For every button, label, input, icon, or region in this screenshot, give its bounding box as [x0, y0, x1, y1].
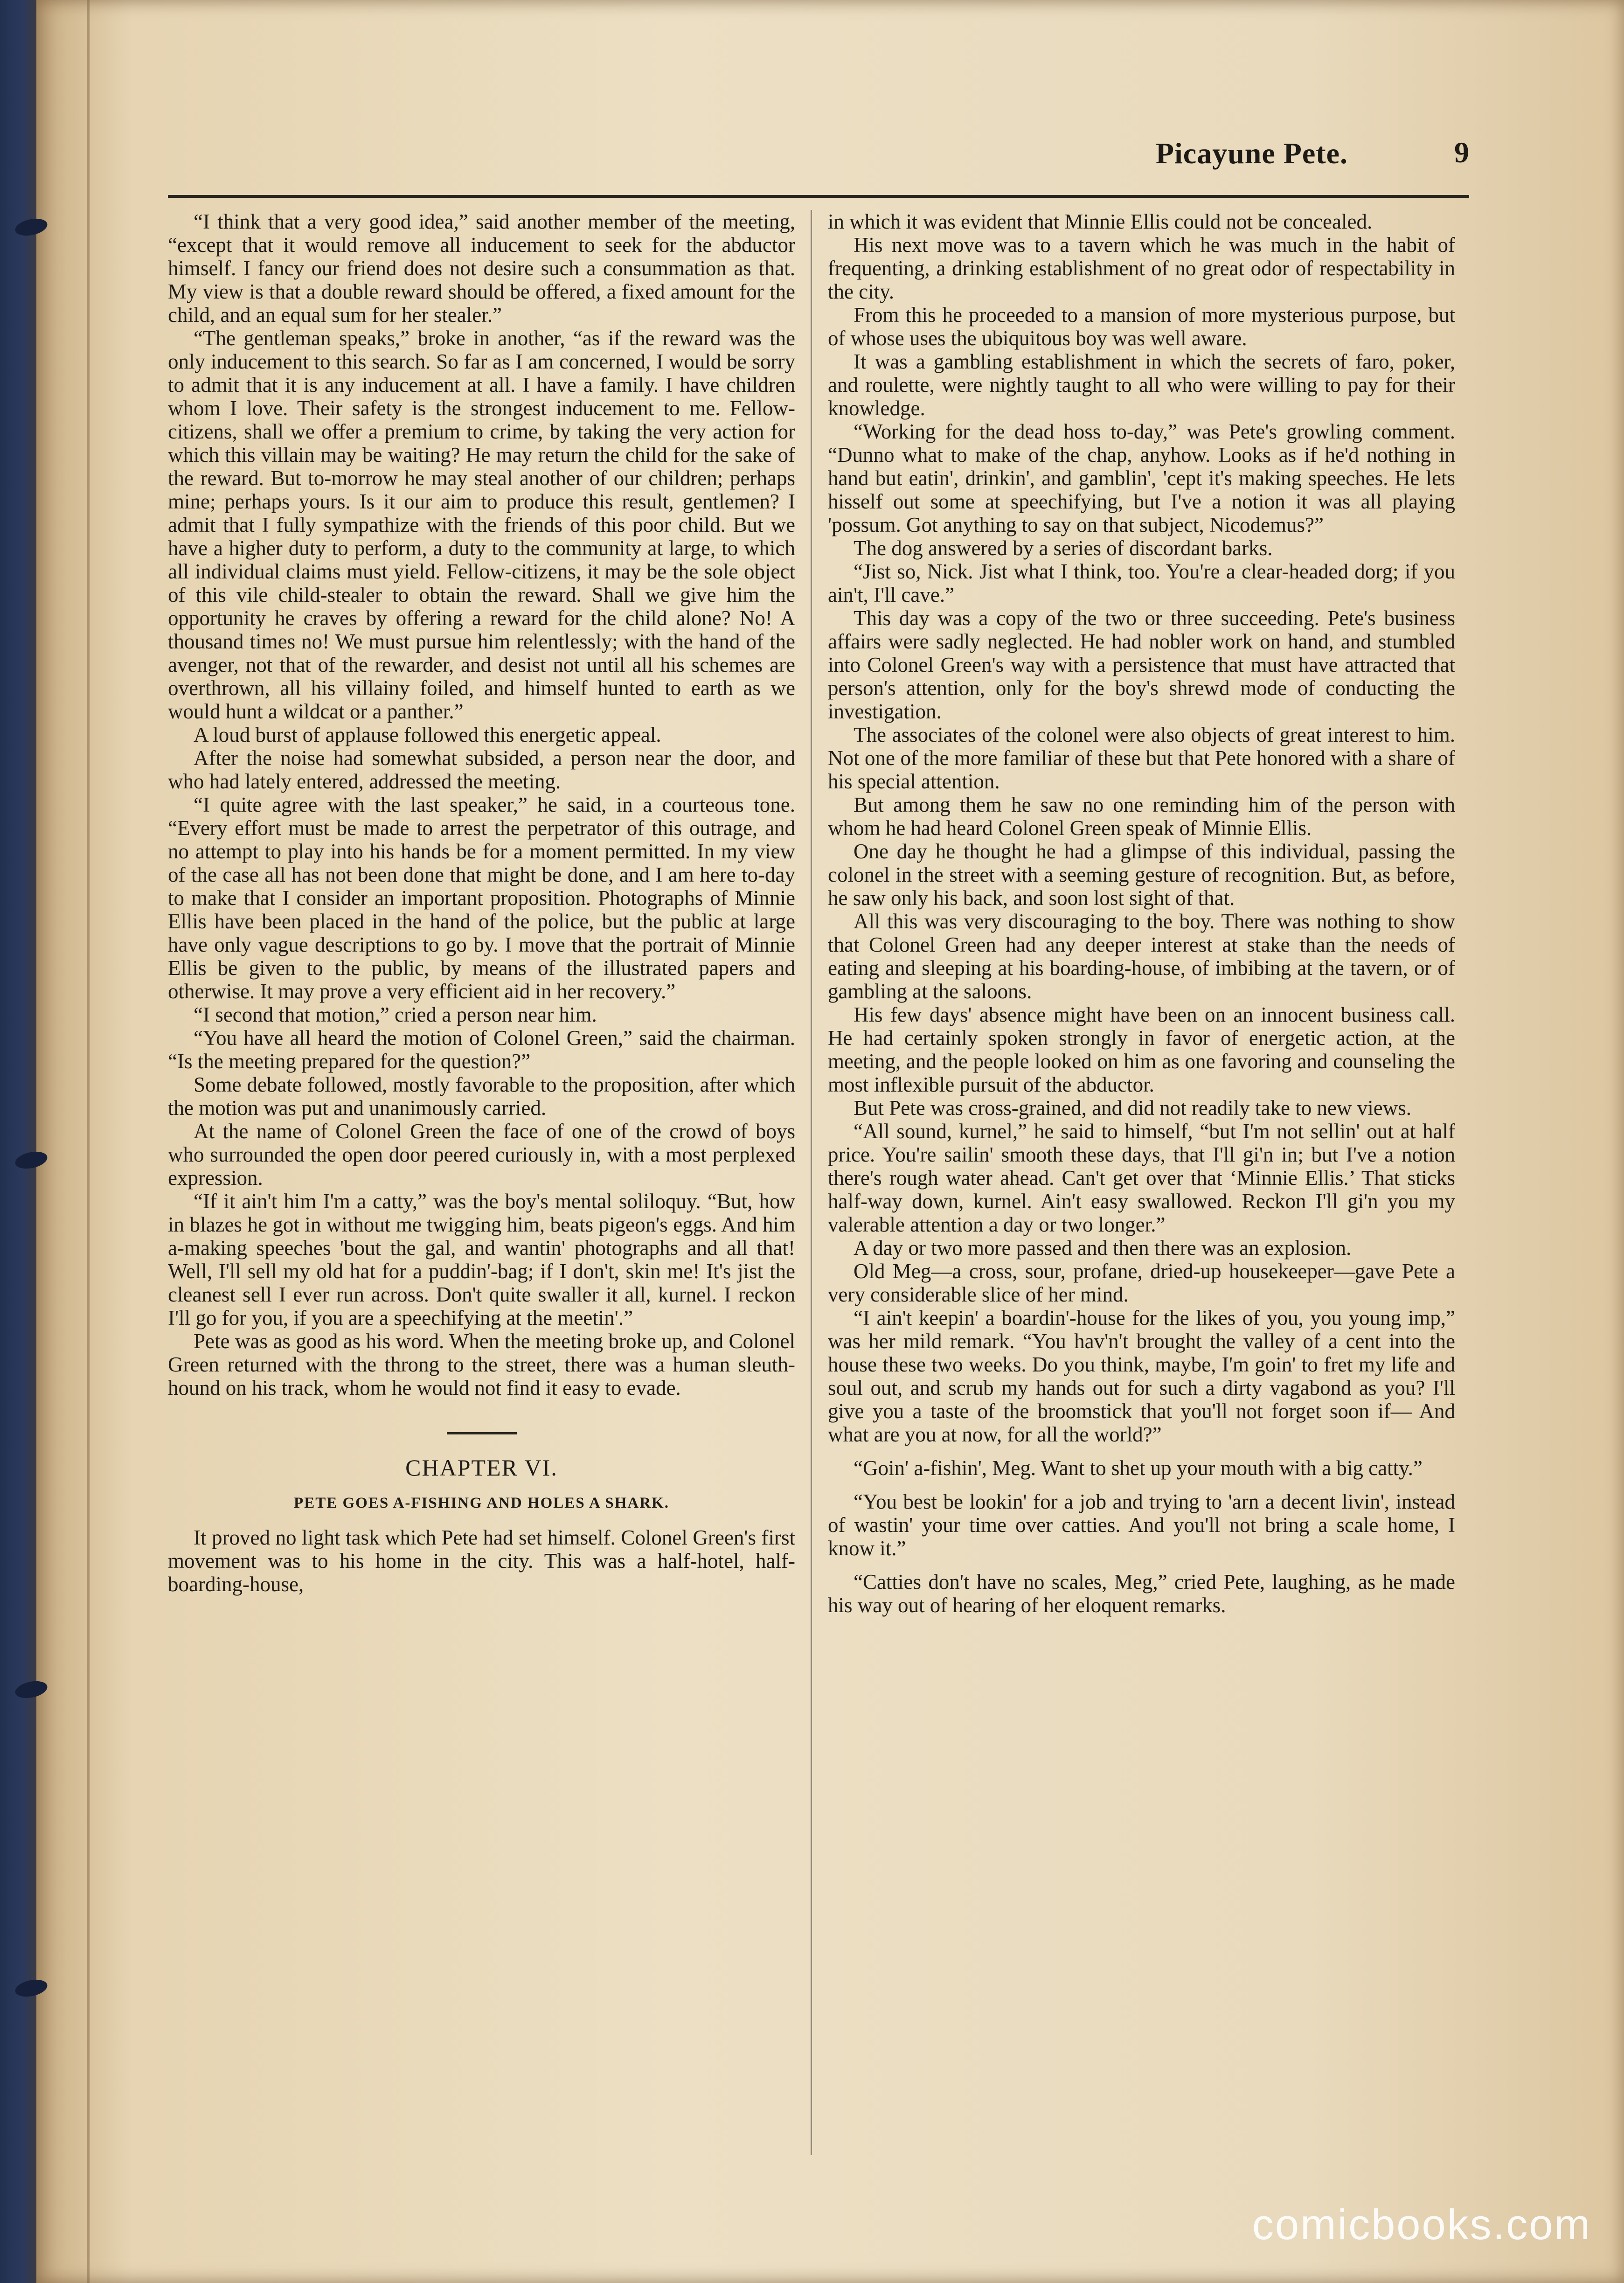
paragraph: After the noise had somewhat subsided, a person near the door, and who had lately entered, addressed the meeting. — [168, 746, 795, 793]
paragraph: Some debate followed, mostly favorable to the proposition, after which the motion was put and unanimously carried. — [168, 1073, 795, 1120]
paragraph: “I think that a very good idea,” said another member of the meeting, “except that it would remove all inducement to seek for the abductor himself. I fancy our friend does not desire such a consummation as that. My view is that a double reward should be offered, a fixed amount for the child, and an equal sum for her stealer.” — [168, 210, 795, 327]
paragraph: A day or two more passed and then there was an explosion. — [854, 1236, 1352, 1260]
paragraph: “Goin' a-fishin', Meg. Want to shet up your mouth with a big catty.” — [854, 1456, 1423, 1480]
paragraph: This day was a copy of the two or three succeeding. Pete's business affairs were sadly neglected. He had nobler work on hand, and stumbled into Colonel Green's way with a persistence that must have attracted that person's attention, only for the boy's shrewd mode of conducting the investigation. — [828, 606, 1455, 723]
paragraph: The dog answered by a series of discordant barks. — [854, 536, 1273, 560]
paragraph: The associates of the colonel were also objects of great interest to him. Not one of the more familiar of these but that Pete honored with a share of his special attention. — [828, 723, 1455, 793]
paragraph: From this he proceeded to a mansion of more mysterious purpose, but of whose uses the ubiquitous boy was well aware. — [828, 303, 1455, 350]
paragraph: At the name of Colonel Green the face of one of the crowd of boys who surrounded the open door peered curiously in, with a most perplexed expression. — [168, 1120, 795, 1190]
binding-spine — [0, 0, 36, 2283]
paragraph: “Catties don't have no scales, Meg,” cried Pete, laughing, as he made his way out of hearing of her eloquent remarks. — [828, 1570, 1455, 1617]
paragraph: “Jist so, Nick. Jist what I think, too. You're a clear-headed dorg; if you ain't, I'll cave.” — [828, 560, 1455, 606]
page-number: 9 — [1454, 136, 1469, 169]
gutter-line — [87, 0, 90, 2283]
watermark: comicbooks.com — [1252, 2201, 1591, 2248]
paragraph: “I second that motion,” cried a person near him. — [194, 1003, 597, 1026]
paragraph: in which it was evident that Minnie Ellis could not be concealed. — [828, 210, 1373, 233]
header-rule — [168, 195, 1469, 198]
paragraph: “You have all heard the motion of Colonel Green,” said the chairman. “Is the meeting prepared for the question?” — [168, 1026, 795, 1073]
paragraph: His few days' absence might have been on an innocent business call. He had certainly spoken strongly in favor of energetic action, at the meeting, and the people looked on him as one favoring and counseling the most inflexible pursuit of the abductor. — [828, 1003, 1455, 1096]
paragraph: A loud burst of applause followed this energetic appeal. — [194, 723, 661, 746]
paragraph: “The gentleman speaks,” broke in another, “as if the reward was the only inducement to this search. So far as I am concerned, I would be sorry to admit that it is any inducement at all. I have a family. I have children whom I love. Their safety is the strongest inducement to me. Fellow-citizens, shall we offer a premium to crime, by taking the very action for which this villain may be waiting? He may return the child for the sake of the reward. But to-morrow he may steal another of our children; perhaps mine; perhaps yours. Is it our aim to produce this result, gentlemen? I admit that I fully sympathize with the friends of this poor child. But we have a higher duty to perform, a duty to the community at large, to which all individual claims must yield. Fellow-citizens, it may be the sole object of this vile child-stealer to obtain the reward. Shall we give him the opportunity he craves by offering a reward for the child alone? No! A thousand times no! We must pursue him relentlessly; with the hand of the avenger, not that of the rewarder, and desist not until all his schemes are overthrown, all his villainy foiled, and himself hunted to earth as we would hunt a wildcat or a panther.” — [168, 327, 795, 723]
chapter-divider — [447, 1432, 517, 1434]
paragraph: His next move was to a tavern which he was much in the habit of frequenting, a drinking establishment of no great odor of respectability in the city. — [828, 233, 1455, 303]
chapter-subtitle: PETE GOES A-FISHING AND HOLES A SHARK. — [294, 1495, 669, 1511]
left-column — [168, 210, 795, 2169]
paragraph: Old Meg—a cross, sour, profane, dried-up housekeeper—gave Pete a very considerable slice of her mind. — [828, 1260, 1455, 1306]
page-header — [168, 131, 1469, 187]
chapter-opening-paragraph: It proved no light task which Pete had set himself. Colonel Green's first movement was to his home in the city. This was a half-hotel, half-boarding-house, — [168, 1526, 795, 1596]
paragraph: “I quite agree with the last speaker,” he said, in a courteous tone. “Every effort must be made to arrest the perpetrator of this outrage, and no attempt to play into his hands be for a moment permitted. In my view of the case all has not been done that might be done, and I am here to-day to make that I consider an important proposition. Photographs of Minnie Ellis have been placed in the hand of the police, but the public at large have only vague descriptions to go by. I move that the portrait of Minnie Ellis be given to the public, by means of the illustrated papers and otherwise. It may prove a very efficient aid in her recovery.” — [168, 793, 795, 1003]
paragraph: But among them he saw no one reminding him of the person with whom he had heard Colonel Green speak of Minnie Ellis. — [828, 793, 1455, 840]
chapter-heading: CHAPTER VI. — [405, 1455, 558, 1481]
paragraph: But Pete was cross-grained, and did not readily take to new views. — [854, 1096, 1411, 1120]
paragraph: All this was very discouraging to the boy. There was nothing to show that Colonel Green had any deeper interest at stake than the needs of eating and sleeping at his boarding-house, of imbibing at the tavern, or of gambling at the saloons. — [828, 910, 1455, 1003]
paragraph: One day he thought he had a glimpse of this individual, passing the colonel in the street with a seeming gesture of recognition. But, as before, he saw only his back, and soon lost sight of that. — [828, 840, 1455, 910]
paragraph: “Working for the dead hoss to-day,” was Pete's growling comment. “Dunno what to make of the chap, anyhow. Looks as if he'd nothing in hand but eatin', drinkin', and gamblin', 'cept it's making speeches. He lets hisself out some at speechifying, but I've a notion it was all playing 'possum. Got anything to say on that subject, Nicodemus?” — [828, 420, 1455, 536]
paragraph: Pete was as good as his word. When the meeting broke up, and Colonel Green returned with the throng to the street, there was a human sleuth-hound on his track, whom he would not find it easy to evade. — [168, 1329, 795, 1399]
paragraph: “If it ain't him I'm a catty,” was the boy's mental soliloquy. “But, how in blazes he got in without me twigging him, beats pigeon's eggs. And him a-making speeches 'bout the gal, and wantin' photographs and all that! Well, I'll sell my old hat for a puddin'-bag; if I don't, skin me! It's jist the cleanest sell I ever run across. Don't quite swaller it all, kurnel. I reckon I'll go for you, if you are a speechifying at the meetin'.” — [168, 1190, 795, 1329]
paragraph: It was a gambling establishment in which the secrets of faro, poker, and roulette, were nightly taught to all who were willing to pay for their knowledge. — [828, 350, 1455, 420]
paragraph: “You best be lookin' for a job and trying to 'arn a decent livin', instead of wastin' your time over catties. And you'll not bring a scale home, I know it.” — [828, 1490, 1455, 1560]
right-column — [828, 210, 1455, 2179]
paragraph: “All sound, kurnel,” he said to himself, “but I'm not sellin' out at half price. You're sailin' smooth these days, that I'll gi'n in; but I've a notion there's rough water ahead. Can't get over that ‘Minnie Ellis.’ That sticks half-way down, kurnel. Ain't easy swallowed. Reckon I'll gi'n you my valerable attention a day or two longer.” — [828, 1120, 1455, 1236]
column-divider — [811, 210, 812, 2155]
paragraph: “I ain't keepin' a boardin'-house for the likes of you, you young imp,” was her mild remark. “You hav'n't brought the valley of a cent into the house these two weeks. Do you think, maybe, I'm goin' to fret my life and soul out, and scrub my hands out for such a dirty vagabond as you? I'll give you a taste of the broomstick that you'll not forget soon if— And what are you at now, for all the world?” — [828, 1306, 1455, 1446]
running-title: Picayune Pete. — [1155, 137, 1348, 170]
